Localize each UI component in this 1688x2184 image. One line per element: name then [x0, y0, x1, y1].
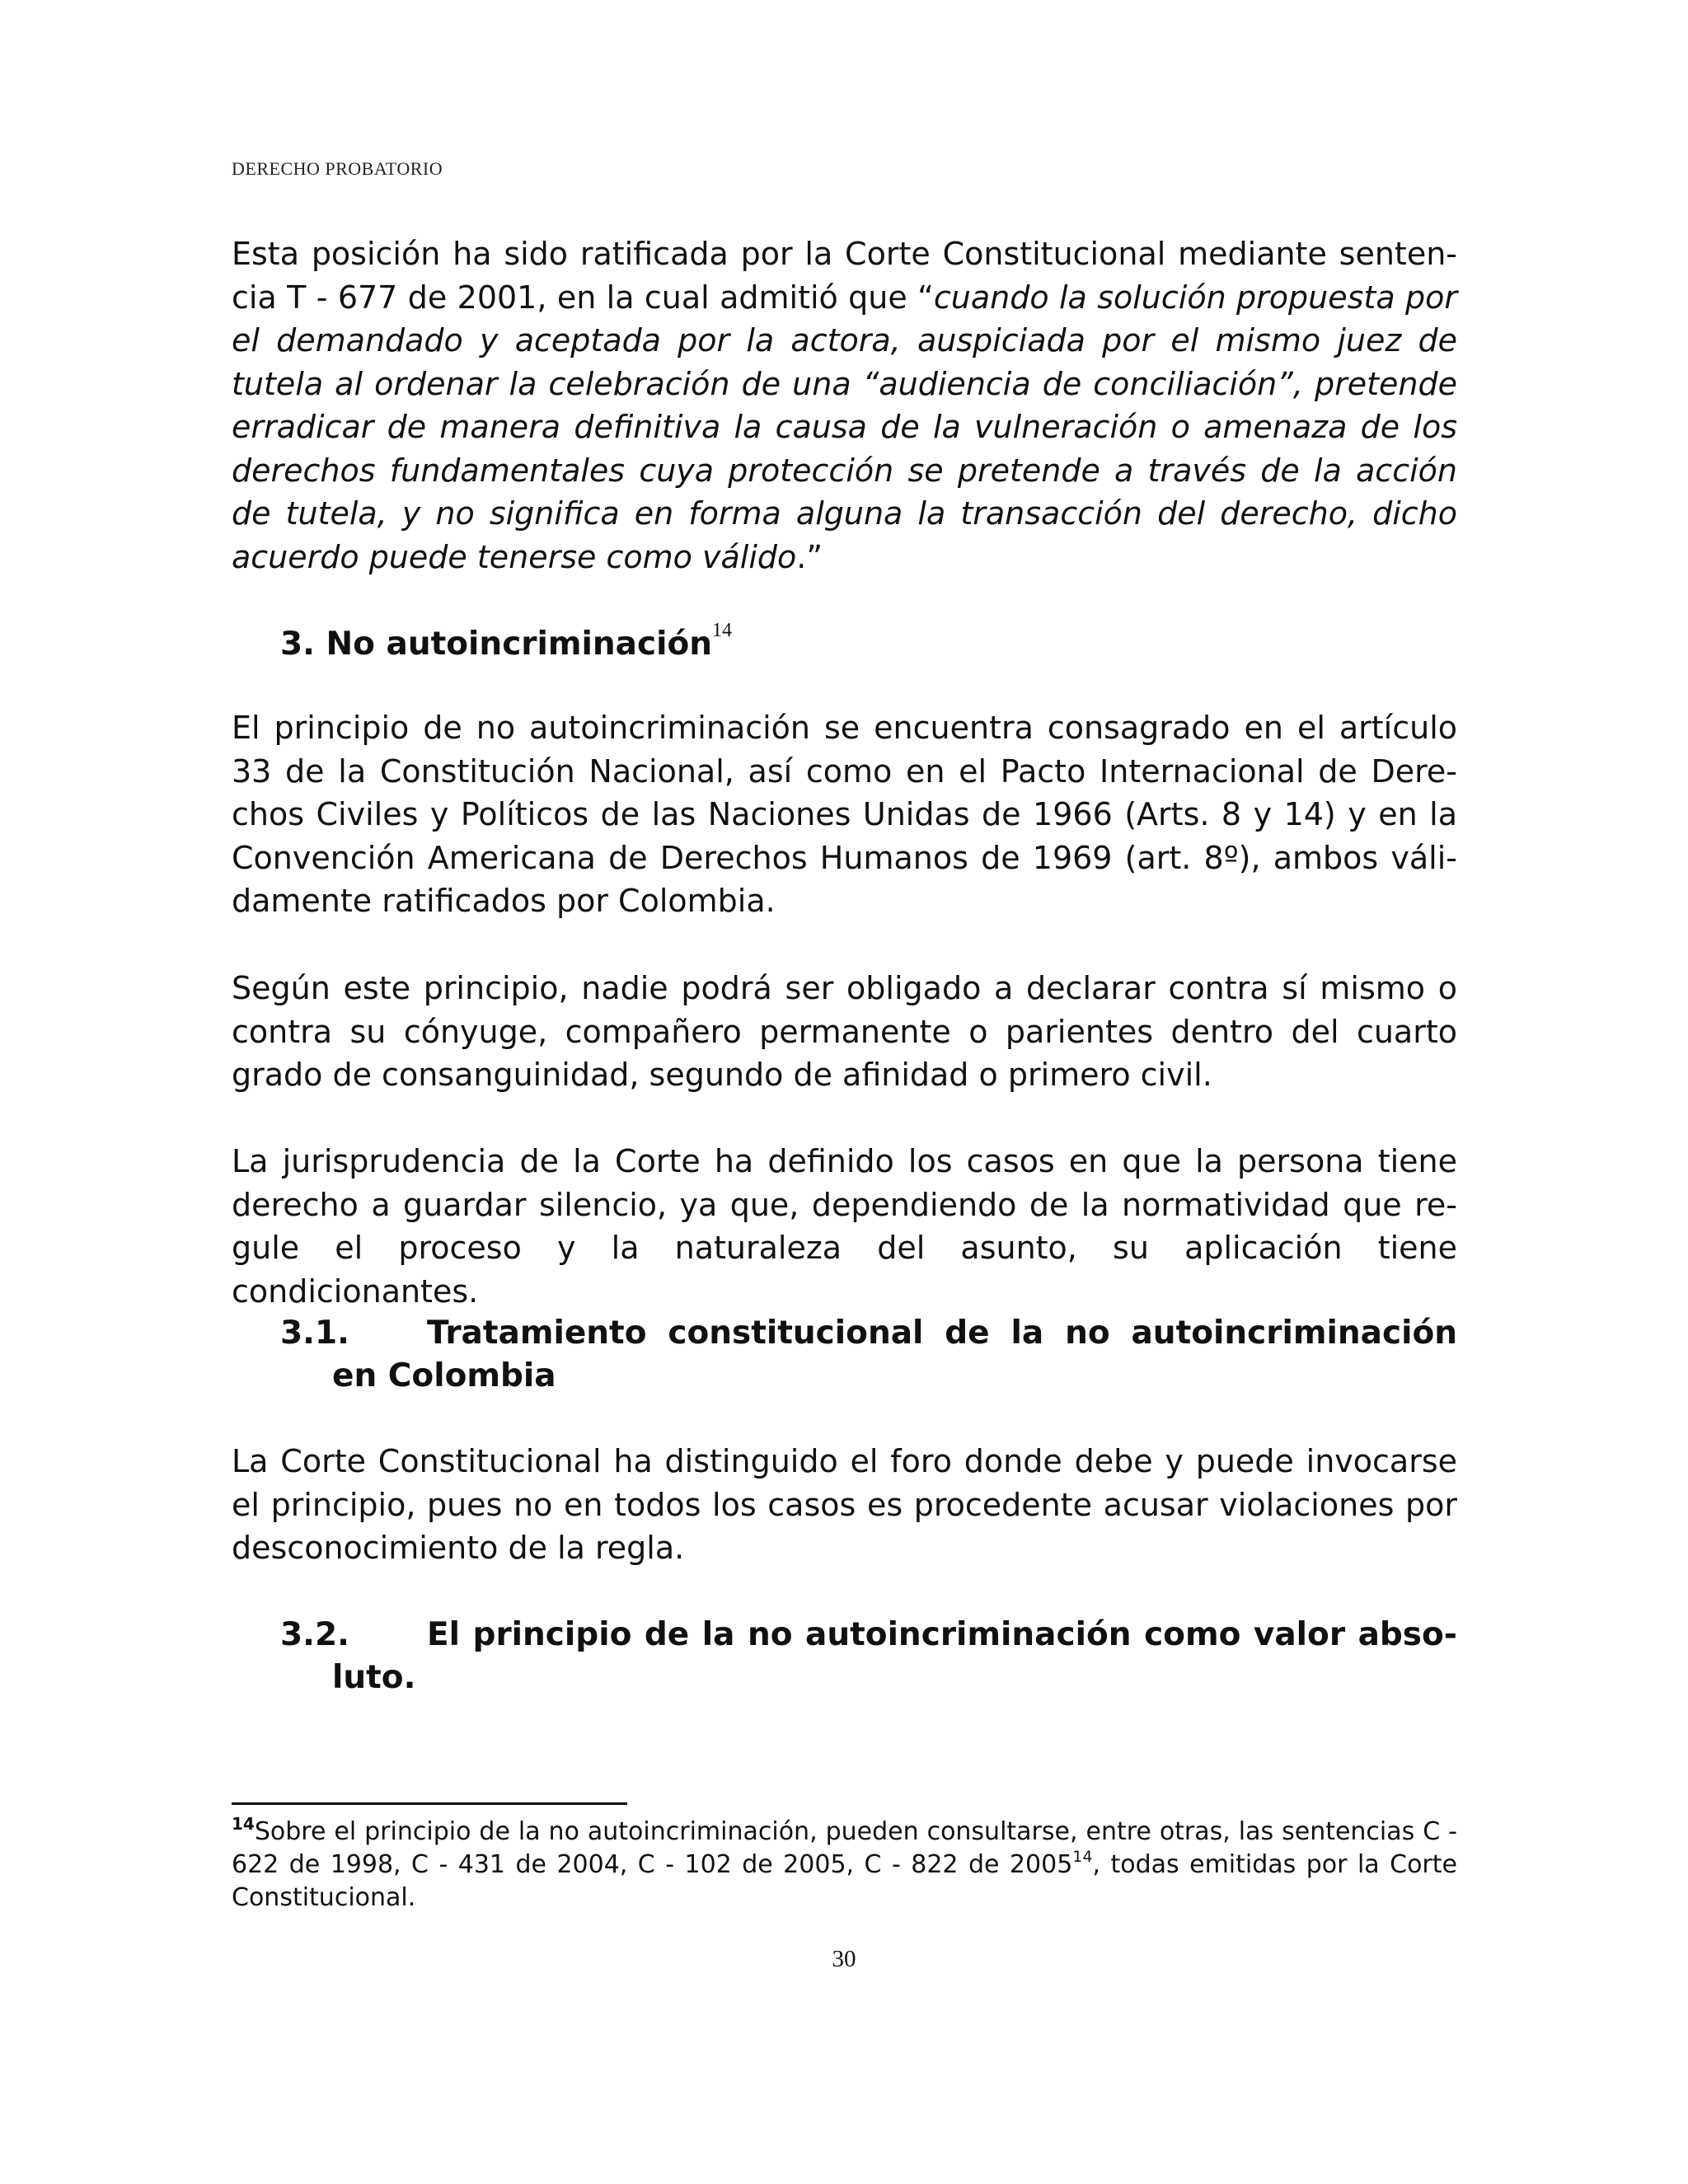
page-number: 30: [832, 1946, 856, 1972]
section-heading-3-2-number: 3.2.: [280, 1616, 349, 1653]
court-quote: cuando la solución propuesta por el demandado y aceptada por la actora, auspiciada por el mismo juez de tutela al ordenar la celebración de una “audiencia de conciliación”, pretende erradicar de manera definitiva la causa de la vulneración o amenaza de los derechos fundamentales cuya protección se pretende a través de la acción de tutela, y no significa en forma alguna la transacción del derecho, dicho acuerdo puede tenerse como válido: [232, 279, 1458, 575]
section-heading-3-1-line2: en Colombia: [332, 1357, 556, 1394]
footnote-tail: , todas emitidas por la Corte Constitucional.: [232, 1850, 1457, 1912]
section-heading-3-1-line1: Tratamiento constitucional de la no autoincriminación: [427, 1315, 1457, 1352]
section-heading-3-1: [280, 1312, 1457, 1398]
footnote-mark: 14: [232, 1814, 255, 1834]
section-heading-3-1-number: 3.1.: [280, 1315, 349, 1352]
footnote-text: Sobre el principio de la no autoincriminación, pueden consultarse, entre otras, las sentencias C - 622 de 1998, C - 431 de 2004, C - 102 de 2005, C - 822 de 2005: [232, 1817, 1457, 1879]
paragraph-intro: Esta posición ha sido ratificada por la Corte Constitucional mediante senten-cia T - 677 de 2001, en la cual admitió que “: [232, 236, 1457, 316]
paragraph-jurisprudence: La jurisprudencia de la Corte ha definido los casos en que la persona tiene derecho a guardar silencio, ya que, dependiendo de la normatividad que re-gule el proceso y la naturaleza del asunto, su aplicación tiene condicionantes.: [232, 1143, 1457, 1310]
section-heading-3-2: [280, 1614, 1457, 1699]
footnote-inline-ref: 14: [1072, 1848, 1093, 1866]
section-heading-3-2-line1: El principio de la no autoincriminación como valor abso-: [427, 1616, 1457, 1653]
section-heading-3: [280, 620, 733, 666]
footnote-separator: [232, 1802, 627, 1805]
section-heading-3-2-line2: luto.: [332, 1659, 416, 1696]
quote-close: .”: [796, 538, 823, 575]
section-heading-3-text: 3. No autoincriminación: [280, 626, 713, 663]
paragraph-principle-origin: El principio de no autoincriminación se encuentra consagrado en el artículo 33 de la Constitución Nacional, así como en el Pacto Internacional de Dere-chos Civiles y Políticos de las Naciones Unidas de 1966 (Arts. 8 y 14) y en la Convención Americana de Derechos Humanos de 1969 (art. 8º), ambos váli-damente ratificados por Colombia.: [232, 710, 1457, 919]
running-header: DERECHO PROBATORIO: [232, 158, 443, 179]
paragraph-forum: La Corte Constitucional ha distinguido el foro donde debe y puede invocarse el principio, pues no en todos los casos es procedente acusar violaciones por desconocimiento de la regla.: [232, 1443, 1457, 1566]
paragraph-ratification: [232, 232, 1457, 579]
footnote-reference: 14: [712, 620, 733, 641]
footnote: [232, 1816, 1457, 1915]
paragraph-principle-scope: Según este principio, nadie podrá ser obligado a declarar contra sí mismo o contra su cónyuge, compañero permanente o parientes dentro del cuarto grado de consanguinidad, segundo de afinidad o primero civil.: [232, 970, 1457, 1093]
